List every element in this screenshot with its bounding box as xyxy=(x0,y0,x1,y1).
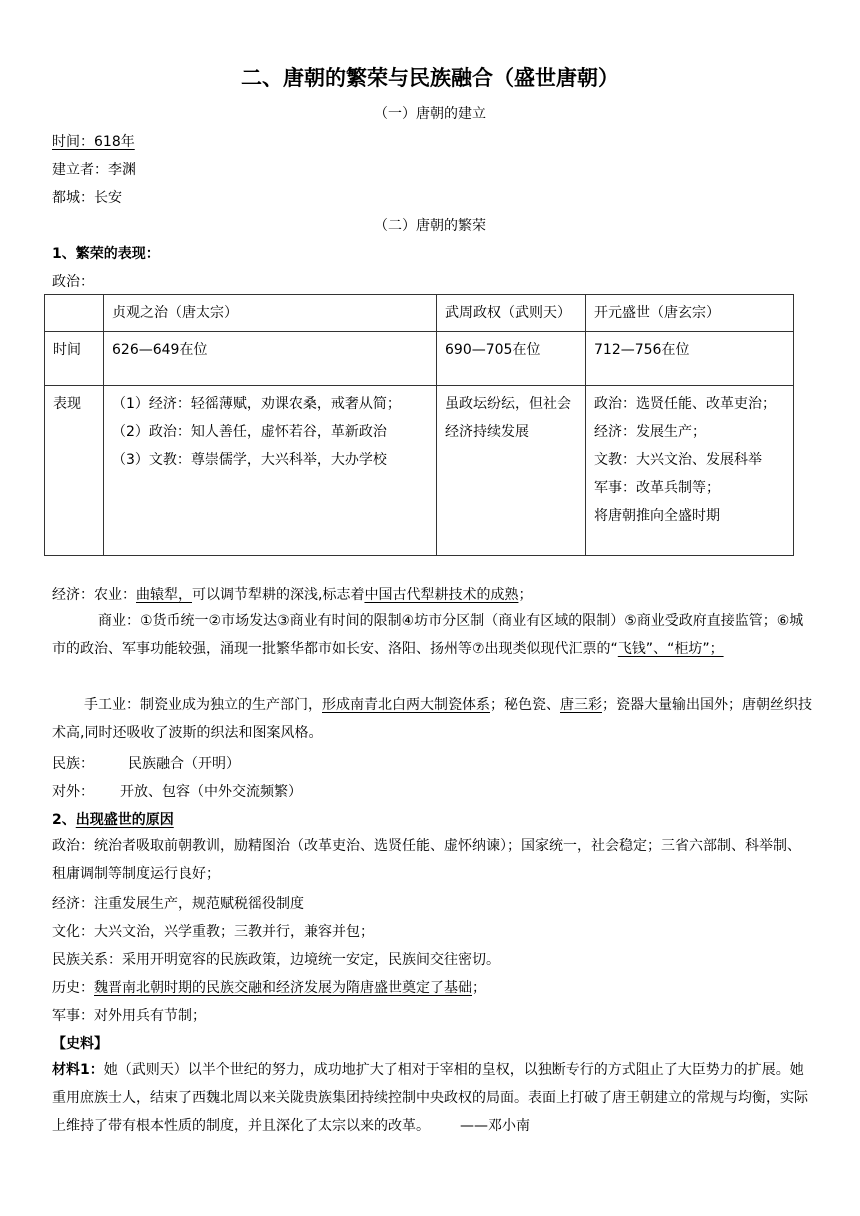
politics-label: 政治： xyxy=(52,274,94,290)
commerce-flying-money: 飞钱”、“柜坊”； xyxy=(617,641,724,657)
table-cell: 712—756在位 xyxy=(586,332,794,386)
economy-commerce xyxy=(52,607,812,663)
table-header-row xyxy=(45,295,794,332)
material-heading: 【史料】 xyxy=(52,1036,108,1052)
politics-table xyxy=(44,294,794,556)
wuzhou-cell xyxy=(437,386,586,556)
agriculture-text: 可以调节犁耕的深浅,标志着 xyxy=(192,587,365,603)
agriculture-label: 经济：农业： xyxy=(52,587,136,603)
table-cell: 626—649在位 xyxy=(104,332,437,386)
founder: 建立者：李渊 xyxy=(52,162,136,178)
subheading-manifestations: 1、繁荣的表现： xyxy=(52,246,160,262)
reasons-history xyxy=(52,977,486,997)
table-cell: 690—705在位 xyxy=(437,332,586,386)
list-item: 将唐朝推向全盛时期 xyxy=(594,508,720,524)
material-paragraph xyxy=(52,1056,812,1140)
economy-agriculture xyxy=(52,584,532,604)
page-title: 二、唐朝的繁荣与民族融合（盛世唐朝） xyxy=(241,66,619,90)
list-item: 文教：大兴文治、发展科举 xyxy=(594,452,762,468)
row-label-performance: 表现 xyxy=(45,386,104,556)
reasons-economy: 经济：注重发展生产，规范赋税徭役制度 xyxy=(52,896,304,912)
row-label-time: 时间 xyxy=(45,332,104,386)
reasons-title: 出现盛世的原因 xyxy=(75,812,174,828)
agriculture-plough: 曲辕犁， xyxy=(136,587,192,603)
agriculture-maturity: 中国古代犁耕技术的成熟 xyxy=(364,587,519,603)
list-item: 政治：选贤任能、改革吏治； xyxy=(594,396,776,412)
handicraft-porcelain-system: 形成南青北白两大制瓷体系 xyxy=(322,697,490,713)
subheading-reasons xyxy=(52,809,174,829)
history-text: 魏晋南北朝时期的民族交融和经济发展为隋唐盛世奠定了基础 xyxy=(94,980,472,996)
reasons-ethnic: 民族关系：采用开明宽容的民族政策，边境统一安定，民族间交往密切。 xyxy=(52,952,500,968)
handicraft-text: 手工业：制瓷业成为独立的生产部门， xyxy=(84,697,322,713)
commerce-text: 商业：①货币统一②市场发达③商业有时间的限制④坊市分区制（商业有区域的限制）⑤商业受政府直接监管；⑥城市的政治、军事功能较强，涌现一批繁华都市如长安、洛阳、扬州等⑦出现类似现代汇票的“ xyxy=(52,613,804,657)
founding-time: 时间：618年 xyxy=(52,134,135,150)
foreign-label: 对外： xyxy=(52,784,94,800)
zhenguan-cell xyxy=(104,386,437,556)
list-item: （2）政治：知人善任，虚怀若谷，革新政治 xyxy=(112,424,387,440)
list-item: （1）经济：轻徭薄赋，劝课农桑，戒奢从简； xyxy=(112,396,401,412)
foreign-value: 开放、包容（中外交流频繁） xyxy=(120,784,302,800)
material-author: ——邓小南 xyxy=(460,1118,530,1134)
economy-handicraft xyxy=(52,691,812,747)
material-text: 她（武则天）以半个世纪的努力，成功地扩大了相对于宰相的皇权，以独断专行的方式阻止了大臣势力的扩展。她重用庶族士人，结束了西魏北周以来关陇贵族集团持续控制中央政权的局面。表面上打破了唐王朝建立的常规与均衡，实际上维持了带有根本性质的制度，并且深化了太宗以来的改革。 xyxy=(52,1062,808,1134)
section-heading-prosperity: （二）唐朝的繁荣 xyxy=(374,218,486,234)
ethnic-label: 民族： xyxy=(52,756,94,772)
section-heading-founding: （一）唐朝的建立 xyxy=(374,106,486,122)
history-label: 历史： xyxy=(52,980,94,996)
list-item: （3）文教：尊崇儒学，大兴科举，大办学校 xyxy=(112,452,387,468)
list-item: 经济持续发展 xyxy=(445,424,529,440)
table-header-cell: 武周政权（武则天） xyxy=(437,295,586,332)
table-row-performance xyxy=(45,386,794,556)
reasons-military: 军事：对外用兵有节制； xyxy=(52,1008,206,1024)
table-header-cell: 贞观之治（唐太宗） xyxy=(104,295,437,332)
capital: 都城：长安 xyxy=(52,190,122,206)
handicraft-text: ；秘色瓷、 xyxy=(490,697,560,713)
material-label: 材料1： xyxy=(52,1062,104,1078)
punctuation: ； xyxy=(518,587,533,603)
reasons-culture: 文化：大兴文治，兴学重教；三教并行，兼容并包； xyxy=(52,924,374,940)
table-row-time xyxy=(45,332,794,386)
ethnic-value: 民族融合（开明） xyxy=(128,756,240,772)
reasons-number: 2、 xyxy=(52,812,76,828)
table-header-cell xyxy=(45,295,104,332)
handicraft-tang-sancai: 唐三彩 xyxy=(560,697,602,713)
list-item: 虽政坛纷纭，但社会 xyxy=(445,396,571,412)
reasons-politics: 政治：统治者吸取前朝教训，励精图治（改革吏治、选贤任能、虚怀纳谏）；国家统一，社会稳定；三省六部制、科举制、租庸调制等制度运行良好； xyxy=(52,838,801,882)
table-header-cell: 开元盛世（唐玄宗） xyxy=(586,295,794,332)
ethnic-row xyxy=(52,753,240,773)
kaiyuan-cell xyxy=(586,386,794,556)
list-item: 经济：发展生产； xyxy=(594,424,706,440)
punctuation: ； xyxy=(472,980,486,996)
foreign-row xyxy=(52,781,302,801)
list-item: 军事：改革兵制等； xyxy=(594,480,720,496)
handicraft-text: ；瓷器大量输出国外；唐朝丝织技术高,同时还吸收了波斯的织法和图案风格。 xyxy=(52,697,812,741)
